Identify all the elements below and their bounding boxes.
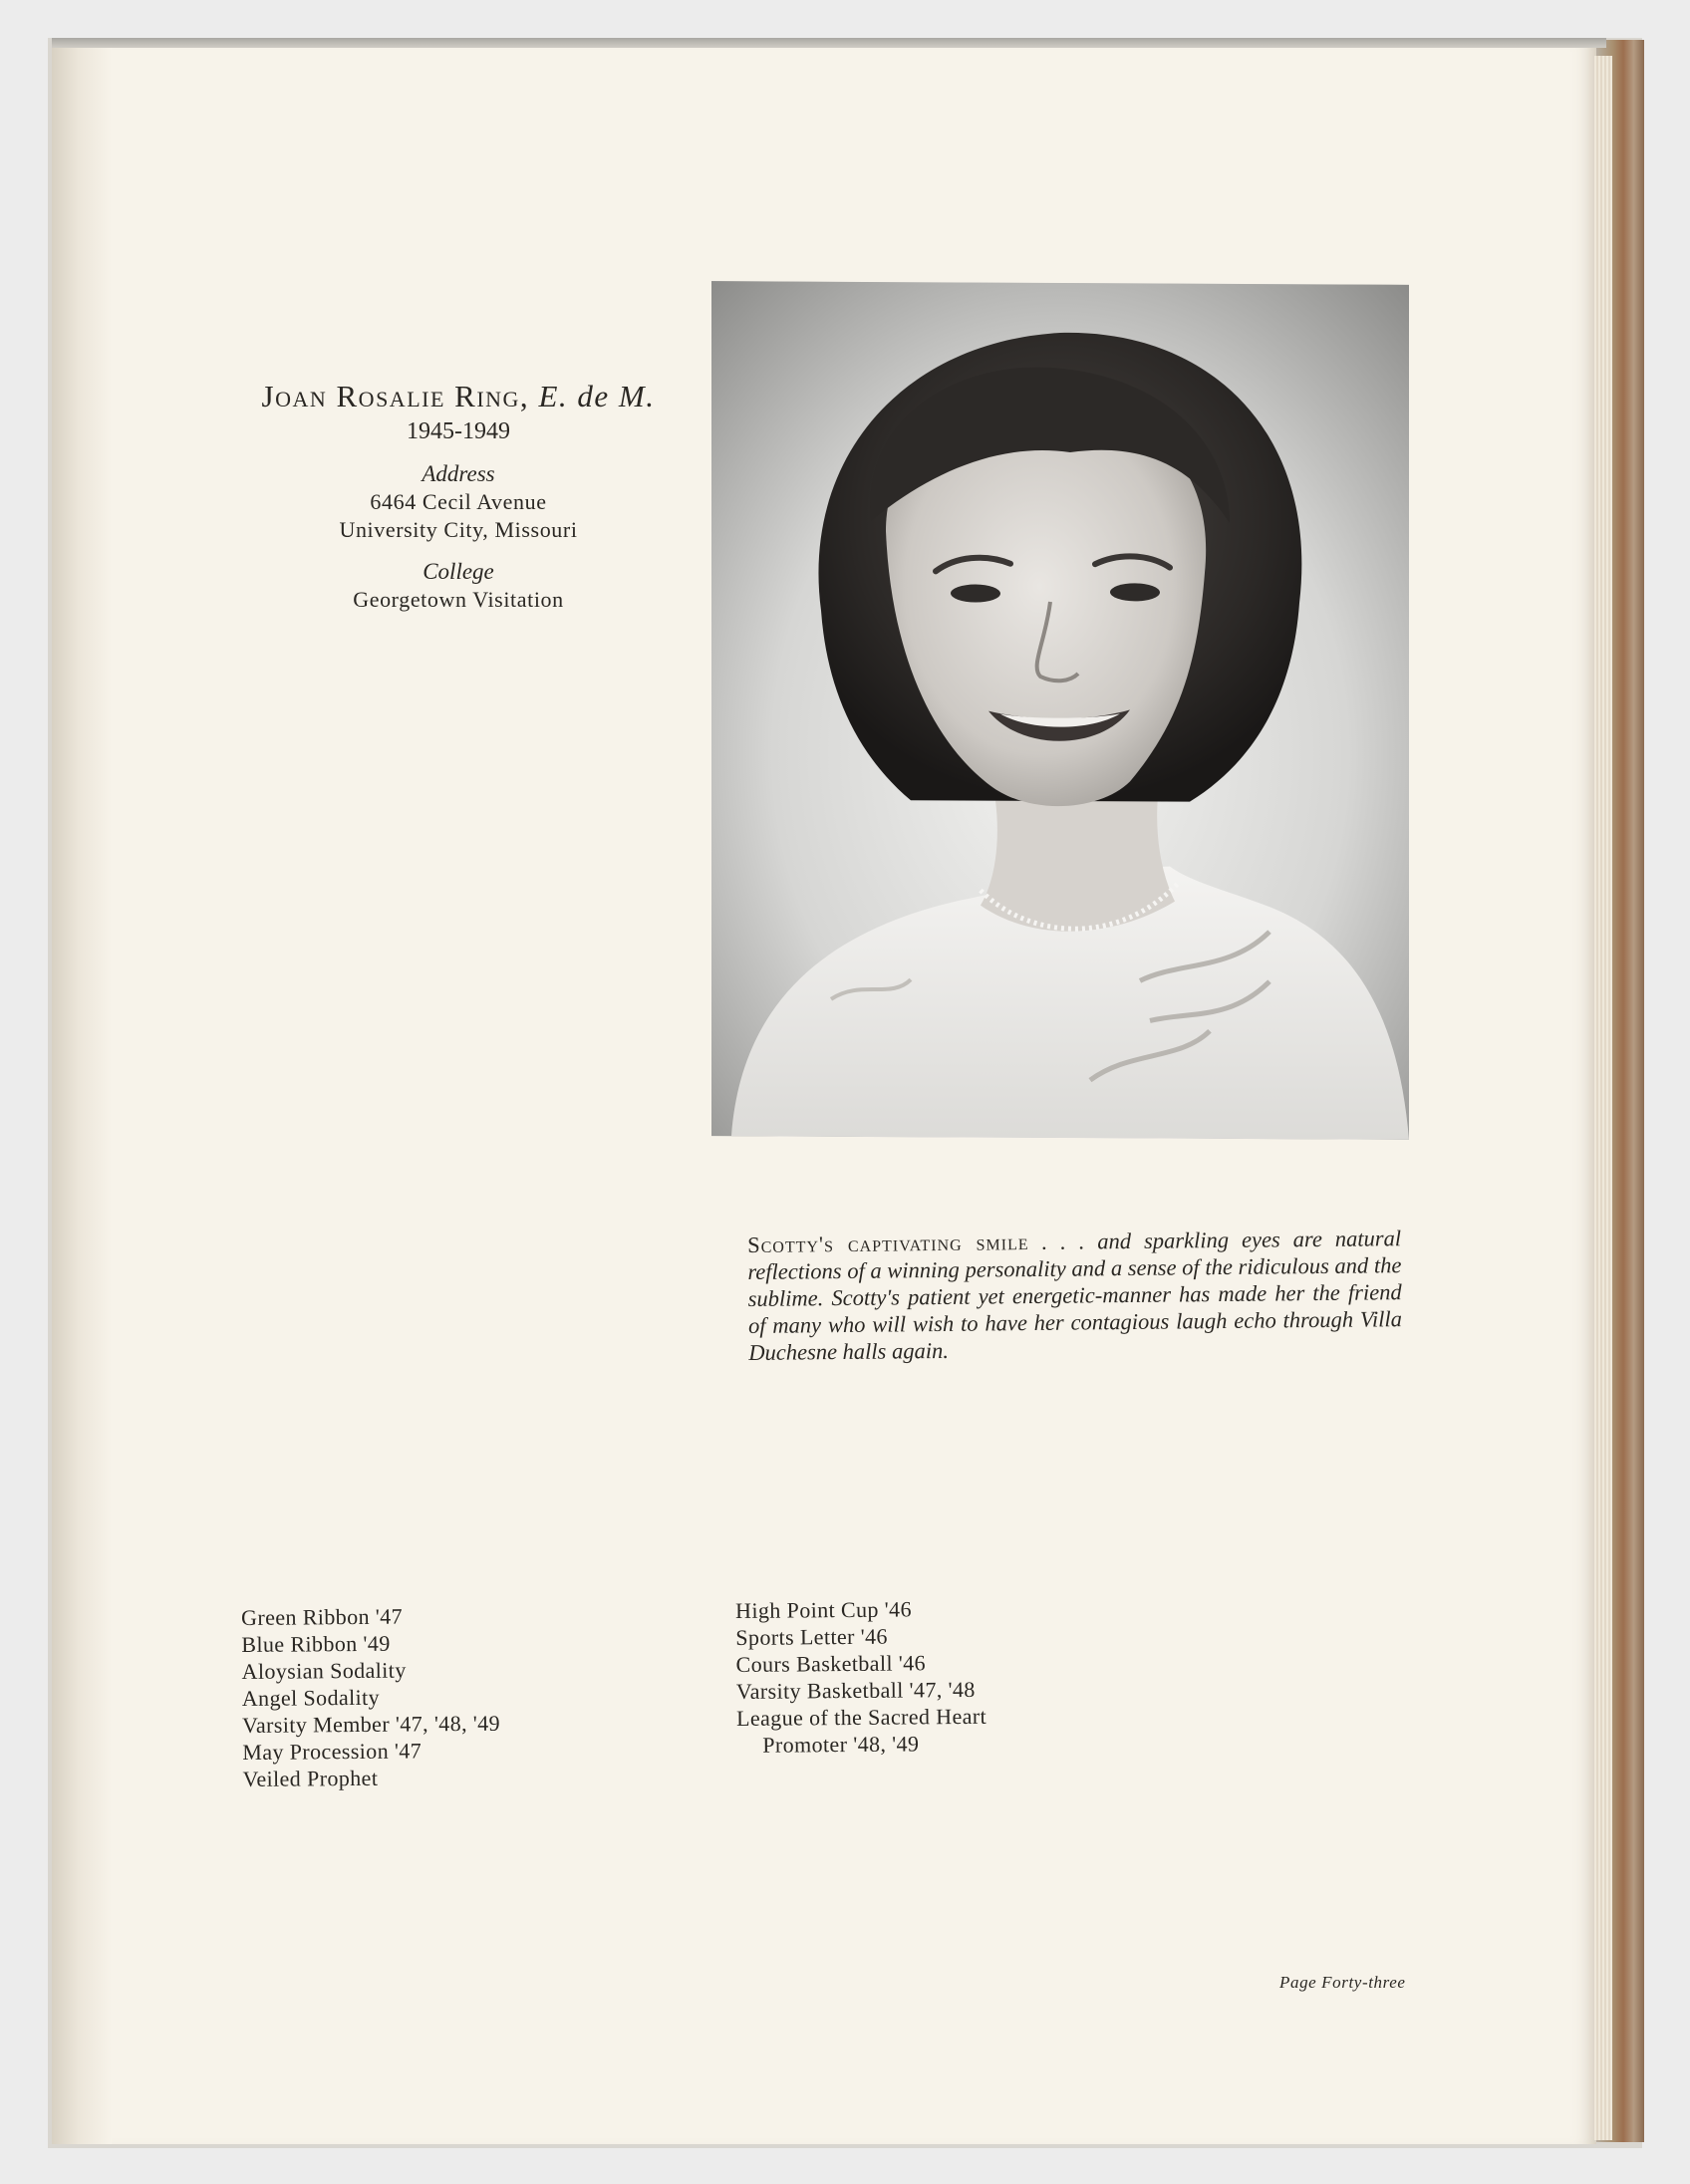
activity-item: League of the Sacred Heart — [735, 1703, 987, 1731]
student-years: 1945-1949 — [407, 418, 510, 444]
page-stack-edges — [1594, 56, 1612, 2140]
caption-text: . . . and sparkling eyes are natural reflections of a winning personality and a sense of the ridiculous and the sublime. Scotty's patient yet energetic-manner has made her the friend of many who will wish to have her contagious laugh echo through Villa Duchesne halls again. — [747, 1226, 1403, 1365]
activity-item: Green Ribbon '47 — [241, 1603, 404, 1630]
page-top-edge — [52, 38, 1606, 48]
college-value: Georgetown Visitation — [353, 587, 564, 612]
activity-item: Blue Ribbon '49 — [241, 1630, 391, 1657]
activity-item: Angel Sodality — [241, 1684, 381, 1711]
activity-item: Varsity Member '47, '48, '49 — [241, 1710, 501, 1738]
activity-item: May Procession '47 — [242, 1738, 422, 1765]
activity-item: Veiled Prophet — [242, 1765, 379, 1791]
address-line-1: 6464 Cecil Avenue — [370, 489, 547, 514]
address-line-2: University City, Missouri — [339, 517, 578, 542]
page-gutter — [52, 44, 112, 2144]
student-name — [209, 377, 707, 416]
portrait-caption — [747, 1225, 1402, 1366]
portrait-illustration — [711, 281, 1409, 1140]
activity-item: Sports Letter '46 — [735, 1623, 888, 1650]
student-info — [209, 377, 707, 614]
student-degree: E. de M. — [538, 379, 656, 413]
activities-list-right — [735, 1595, 986, 1759]
activities-list-left — [241, 1602, 501, 1792]
page-number: Page Forty-three — [1279, 1973, 1406, 1992]
student-portrait-photo — [711, 281, 1409, 1140]
activity-item: Cours Basketball '46 — [735, 1650, 927, 1677]
activity-item: Aloysian Sodality — [241, 1657, 407, 1684]
activity-item: Varsity Basketball '47, '48 — [735, 1676, 976, 1704]
college-label: College — [422, 559, 494, 584]
caption-lead: Scotty's captivating smile — [747, 1229, 1029, 1257]
activity-item: Promoter '48, '49 — [762, 1731, 920, 1758]
student-name-text: Joan Rosalie Ring, — [261, 379, 530, 413]
address-label: Address — [422, 461, 495, 486]
activity-item: High Point Cup '46 — [735, 1596, 913, 1623]
